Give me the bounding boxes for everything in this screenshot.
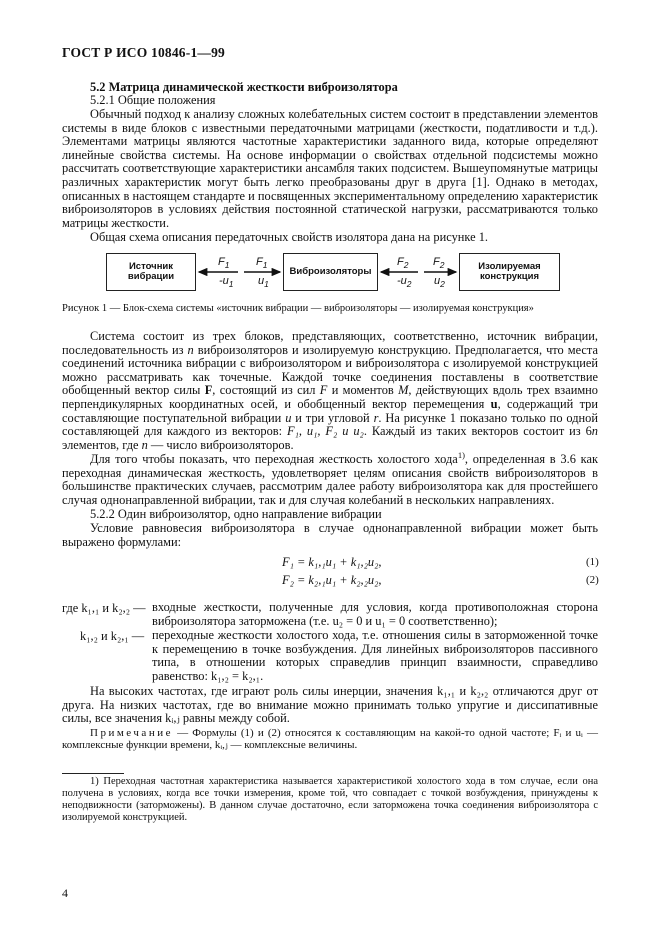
p3-text-d: и моментов <box>327 383 399 398</box>
label-u1-sub: 1 <box>264 279 269 290</box>
document-header: ГОСТ Р ИСО 10846-1—99 <box>62 45 225 60</box>
label-u2 <box>434 275 445 290</box>
label-f1-left <box>218 256 230 271</box>
label-f1-right <box>256 256 268 271</box>
p3-text-h: . На рисунке 1 показано только по одной составляющей для каждого из векторов: <box>62 410 598 439</box>
label-u2-neg-sub: 2 <box>406 279 412 290</box>
paragraph-frequencies: На высоких частотах, где играют роль силы инерции, значения k₁,₁ и k₂,₂ отличаются друг от друга. На низких частотах, где во внимание можно принимать только упругие и диссипативные силы, все значения kᵢ,ⱼ равны между собой. <box>62 684 598 726</box>
p3-text-g: и три угловой <box>291 410 374 425</box>
subsection-heading-2: 5.2.2 Один виброизолятор, одно направление вибрации <box>90 507 382 521</box>
page-number: 4 <box>62 886 68 900</box>
p3-var-r: r <box>373 410 379 425</box>
label-u1-neg <box>219 275 234 290</box>
equation-1-number: (1) <box>586 556 599 568</box>
paragraph-transfer-stiffness <box>62 449 599 507</box>
p3-text-k: — число виброизоляторов. <box>147 437 294 452</box>
label-f2-right <box>433 256 445 271</box>
label-u2-neg <box>397 275 412 290</box>
p3-vector-u: u <box>490 396 498 411</box>
equation-1-text: F₁ = k₁,₁u₁ + k₁,₂u₂, <box>282 555 382 569</box>
equation-1 <box>282 555 382 570</box>
label-u1-main: u <box>258 275 265 287</box>
paragraph-scheme-intro: Общая схема описания передаточных свойств изолятора дана на рисунке 1. <box>90 230 488 244</box>
label-f1-right-main: F <box>256 256 263 268</box>
block-isolated-structure-label: Изолируемая конструкция <box>478 261 541 282</box>
section-heading: 5.2 Матрица динамической жесткости виброизолятора <box>90 80 398 94</box>
p3-text-e: , действующих вдоль трех взаимно перпендикулярных координатных осей, и обобщенный вектор перемещения <box>62 383 598 411</box>
footnote-ref: 1) <box>457 449 465 460</box>
p3-text-a: Система состоит из трех блоков, представляющих, соответственно, источник вибрации, последовательность из <box>62 329 598 357</box>
p3-text-c: , состоящий из сил <box>212 383 320 398</box>
p3-var-M: M <box>398 383 409 398</box>
p3-var-n3: n <box>141 437 148 452</box>
label-u1 <box>258 275 269 290</box>
figure-caption: Рисунок 1 — Блок-схема системы «источник вибрации — виброизоляторы — изолируемая конструкция» <box>62 303 534 314</box>
p3-text-i: . Каждый из таких векторов состоит из 6 <box>363 424 592 439</box>
label-f1-left-sub: 1 <box>224 260 230 271</box>
p3-vector-F: F <box>204 383 213 398</box>
p3-var-F: F <box>319 383 328 398</box>
label-f2-left-sub: 2 <box>403 260 409 271</box>
label-u2-sub: 2 <box>440 279 445 290</box>
label-u2-main: u <box>434 275 441 287</box>
note-text: — Формулы (1) и (2) относятся к составляющим на какой-то одной частоте; Fᵢ и uᵢ — комплексные функции времени, kᵢ,ⱼ — комплексные величины. <box>62 727 598 752</box>
diagram-arrows <box>0 0 661 320</box>
p3-text-f: , содержащий три составляющие поступательной вибрации <box>62 396 598 425</box>
label-f2-left <box>397 256 409 271</box>
block-vibration-isolators-label: Виброизоляторы <box>289 266 372 277</box>
label-f2-right-main: F <box>433 256 440 268</box>
definition-1-body: входные жесткости, полученные для условия, когда противоположная сторона виброизолятора заторможена (т.е. u₂ = 0 и u₁ = 0 соответственно); <box>152 600 598 628</box>
p3-var-n: n <box>187 342 194 357</box>
equation-2 <box>282 573 382 588</box>
equation-2-number: (2) <box>586 574 599 586</box>
definition-1-term: где k₁,₁ и k₂,₂ — <box>62 601 146 615</box>
p4-text-b: , определенная в 3.6 как переходная динамическая жесткость, удовлетворяет целям описания свойств виброизоляторов в большинстве практических случаев, рассмотрим далее работу виброизолятора как для простейшего случая однонаправленной вибрации, так и для случая колебаний в нескольких направлениях. <box>62 452 599 507</box>
note-label: Примечание <box>90 727 173 739</box>
p3-text-b: виброизоляторов и изолируемую конструкцию. Предполагается, что места соединений источника вибрации с виброизолятором и виброизолятора с изолируемой конструкцией можно рассматривать как точечные. Каждой точке соединения поставлены в соответствие обобщенный вектор силы <box>62 342 598 398</box>
label-u2-neg-main: -u <box>397 275 407 287</box>
label-f1-left-main: F <box>218 256 225 268</box>
paragraph-system <box>62 330 598 452</box>
p3-var-n2: n <box>591 424 598 439</box>
note <box>62 727 598 752</box>
p3-vectors-list: F₁, u₁, F₂ и u₂ <box>287 424 364 439</box>
paragraph-equilibrium: Условие равновесия виброизолятора в случае однонаправленной вибрации может быть выражено формулами: <box>62 521 598 549</box>
footnote-text: 1) Переходная частотная характеристика называется характеристикой холостого хода в том случае, если она получена в условиях, когда все точки измерения, кроме той, что совпадает с точкой возбуждения, принуждены к неподвижности (заторможены). В данном случае достаточно, если заторможена точка соединения виброизолятора с изолируемой конструкцией. <box>62 776 598 823</box>
definition-2-body: переходные жесткости холостого хода, т.е. отношения силы в заторможенной точке к перемещению в точке возбуждения. Для линейных виброизоляторов пассивного типа, в отношении которых справедлив принцип взаимности, справедливо равенство: k₁,₂ = k₂,₁. <box>152 628 598 683</box>
p3-var-u: u <box>285 410 292 425</box>
p3-text-j: элементов, где <box>62 437 142 452</box>
equation-2-text: F₂ = k₂,₁u₁ + k₂,₂u₂, <box>282 573 382 587</box>
block-vibration-source-label: Источник вибрации <box>127 261 175 282</box>
label-f1-right-sub: 1 <box>262 260 268 271</box>
paragraph-general: Обычный подход к анализу сложных колебательных систем состоит в представлении элементов системы в виде блоков с известными передаточными матрицами (жесткости, податливости и т.д.). Элементами матрицы являются частотные характеристики заданного вида, которые определяют линейные свойства системы. На основе информации о свойствах отдельной подсистемы можно рассчитать соответствующие характеристики ансамбля таких подсистем. Вышеупомянутые матрицы различных характеристик могут быть легко преобразованы друг в друга [1]. Однако в методах, описанных в настоящем стандарте и посвященных экспериментальному определению характеристик виброизоляторов в условиях действия постоянной статической нагрузки, рассматриваются только матрицы жесткости. <box>62 107 598 230</box>
label-u1-neg-main: -u <box>219 275 229 287</box>
footnote-divider <box>62 773 124 774</box>
definition-2-term: k₁,₂ и k₂,₁ — <box>80 629 145 643</box>
label-f2-right-sub: 2 <box>439 260 445 271</box>
p4-text-a: Для того чтобы показать, что переходная жесткость холостого хода <box>90 452 458 466</box>
label-f2-left-main: F <box>397 256 404 268</box>
label-u1-neg-sub: 1 <box>228 279 234 290</box>
subsection-heading: 5.2.1 Общие положения <box>90 93 216 107</box>
